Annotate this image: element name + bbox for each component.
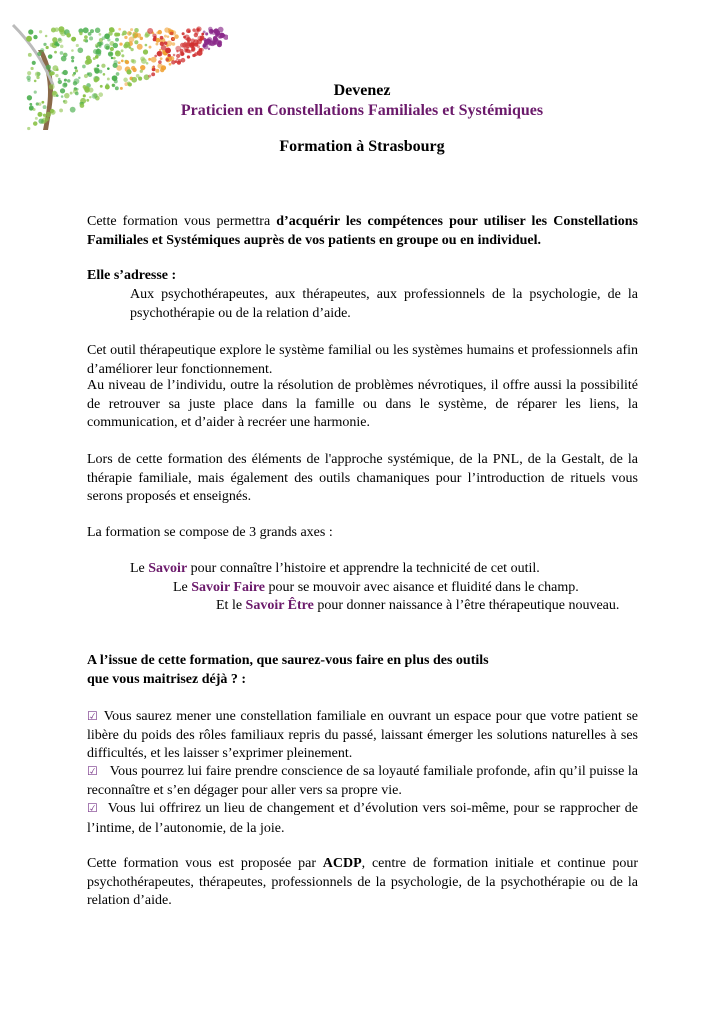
audience-heading: Elle s’adresse : bbox=[87, 268, 177, 283]
title-praticien: Praticien en Constellations Familiales et Systémiques bbox=[180, 102, 544, 119]
tool-paragraph-1: Cet outil thérapeutique explore le système familial ou les systèmes humains et professionnels afin d’améliorer leur fonctionnement. bbox=[87, 343, 638, 377]
outcomes-title bbox=[87, 652, 638, 689]
outcome-item bbox=[87, 799, 638, 838]
checkbox-icon: ☑ bbox=[87, 801, 98, 815]
axis-savoir bbox=[87, 560, 540, 579]
axis-post: pour donner naissance à l’être thérapeutique nouveau. bbox=[313, 598, 620, 613]
content-paragraph: Lors de cette formation des éléments de l'approche systémique, de la PNL, de la Gestalt, de la thérapie familiale, mais également des outils chamaniques pour l’introduction de rituels vous serons proposés et enseignés. bbox=[87, 452, 638, 505]
intro-text: Cette formation vous permettra bbox=[87, 214, 277, 229]
intro-paragraph bbox=[87, 213, 638, 250]
footer-paragraph bbox=[87, 855, 638, 911]
outcomes-title-line2: que vous maitrisez déjà ? : bbox=[87, 671, 247, 687]
axis-savoir-etre bbox=[87, 597, 619, 616]
axis-pre: Le bbox=[173, 580, 192, 595]
axis-post: pour connaître l’histoire et apprendre la technicité de cet outil. bbox=[187, 561, 540, 576]
axis-savoir-faire bbox=[87, 579, 579, 598]
axis-key: Savoir bbox=[148, 561, 188, 576]
axis-pre: Le bbox=[130, 561, 149, 576]
tool-paragraph-2: Au niveau de l’individu, outre la résolution de problèmes névrotiques, il offre aussi la possibilité de retrouver sa juste place dans la famille ou dans le système, de réparer les liens, la communication, et d’aider à recréer une harmonie. bbox=[87, 378, 638, 431]
axis-key: Savoir Être bbox=[245, 598, 314, 613]
outcome-item bbox=[87, 707, 638, 764]
axis-key: Savoir Faire bbox=[191, 580, 266, 595]
checkbox-icon: ☑ bbox=[87, 709, 98, 723]
outcome-item bbox=[87, 762, 638, 800]
audience-text: Aux psychothérapeutes, aux thérapeutes, aux professionnels de la psychologie, de la psychothérapie ou de la relation d’aide. bbox=[130, 287, 638, 321]
footer-text: Cette formation vous est proposée par bbox=[87, 856, 323, 871]
title-devenez: Devenez bbox=[333, 82, 391, 99]
outcome-text: Vous lui offrirez un lieu de changement et d’évolution vers soi-même, pour se rapprocher de l’intime, de l’autonomie, de la joie. bbox=[87, 801, 638, 836]
outcome-text: Vous saurez mener une constellation familiale en ouvrant un espace pour que votre patient se libère du poids des rôles familiaux repris du passé, laissant émerger les solutions naturelles à ses difficultés, et les laisser s’exprimer pleinement. bbox=[87, 709, 638, 762]
acdp-name: ACDP bbox=[322, 856, 362, 871]
axis-pre: Et le bbox=[216, 598, 246, 613]
axis-post: pour se mouvoir avec aisance et fluidité dans le champ. bbox=[265, 580, 579, 595]
audience-title bbox=[87, 267, 638, 286]
checkbox-icon: ☑ bbox=[87, 764, 98, 778]
outcome-text: Vous pourrez lui faire prendre conscience de sa loyauté familiale profonde, afin qu’il puisse la reconnaître et s’en dégager pour aller vers sa propre vie. bbox=[87, 764, 638, 798]
intro-bold: d’acquérir les compétences pour utiliser les Constellations Familiales et Systémiques auprès de vos patients en groupe ou en individuel. bbox=[87, 214, 638, 248]
outcomes-title-line1: A l’issue de cette formation, que saurez-vous faire en plus des outils bbox=[87, 653, 489, 668]
title-formation-strasbourg: Formation à Strasbourg bbox=[279, 138, 445, 155]
axes-intro: La formation se compose de 3 grands axes : bbox=[87, 525, 333, 540]
footer-text-end: , centre de formation initiale et continue pour psychothérapeutes, thérapeutes, professionnels de la psychologie, de la psychothérapie ou de la relation d’aide. bbox=[87, 856, 639, 909]
